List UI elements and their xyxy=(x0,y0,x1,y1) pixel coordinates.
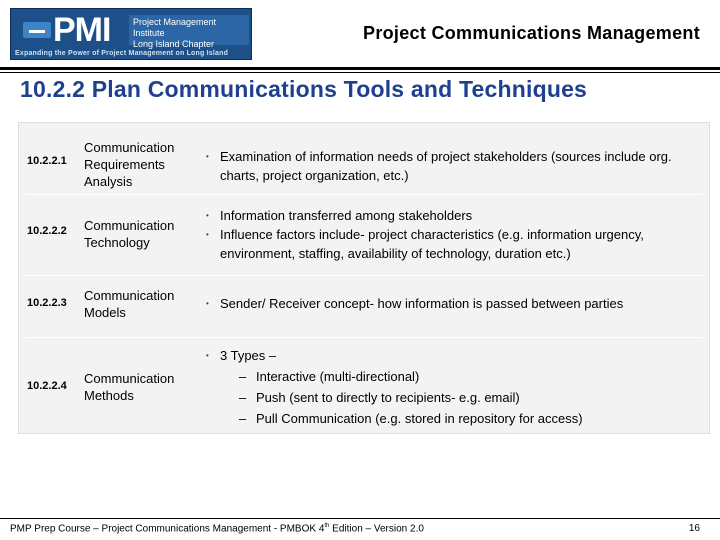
header-rule-thick xyxy=(0,67,720,70)
row-details xyxy=(205,345,703,429)
row-label: Communication Models xyxy=(84,288,175,320)
bullet-item: • Sender/ Receiver concept- how information is passed between parties xyxy=(205,294,703,313)
row-details xyxy=(205,206,703,263)
logo-tagline: Expanding the Power of Project Management on Long Island xyxy=(15,50,229,57)
row-label: Communication Technology xyxy=(84,218,175,250)
logo-mark-text: PMI xyxy=(53,11,111,49)
content-table xyxy=(18,122,710,434)
pmi-logo xyxy=(10,8,252,60)
pmi-logo-mark xyxy=(15,13,127,47)
bullet-item: • Information transferred among stakeholders xyxy=(205,206,703,225)
logo-text-box xyxy=(129,15,249,49)
footer-superscript: th xyxy=(324,523,330,529)
bullet-item: • Examination of information needs of project stakeholders (sources include org. charts, project organization, etc.) xyxy=(205,147,703,185)
sub-item: – Push (sent to directly to recipients- e.g. email) xyxy=(205,387,703,408)
logo-line-1: Project Management Institute xyxy=(133,17,217,38)
row-label: Communication Requirements Analysis xyxy=(84,140,175,189)
footer-text-end: Edition – Version 2.0 xyxy=(329,523,424,535)
row-details xyxy=(205,147,703,185)
row-number: 10.2.2.4 xyxy=(27,380,67,392)
row-label: Communication Methods xyxy=(84,371,175,403)
row-number: 10.2.2.1 xyxy=(27,155,67,167)
row-divider xyxy=(25,337,703,338)
row-number: 10.2.2.2 xyxy=(27,225,67,237)
row-details xyxy=(205,294,703,313)
row-divider xyxy=(25,194,703,195)
logo-line-2: Long Island Chapter xyxy=(133,39,215,49)
footer-rule xyxy=(0,518,720,519)
slide-title: 10.2.2 Plan Communications Tools and Techniques xyxy=(20,76,588,102)
row-number: 10.2.2.3 xyxy=(27,297,67,309)
sub-item: – Interactive (multi-directional) xyxy=(205,366,703,387)
header-title: Project Communications Management xyxy=(363,23,700,43)
bullet-item: • 3 Types – xyxy=(205,345,703,366)
header-rule-thin xyxy=(0,72,720,73)
bullet-item: • Influence factors include- project characteristics (e.g. information urgency, environment, staffing, availability of technology, duration etc.) xyxy=(205,225,703,263)
footer-text-main: PMP Prep Course – Project Communications Management - PMBOK 4 xyxy=(10,523,325,535)
footer-text xyxy=(10,523,424,534)
sub-item: – Pull Communication (e.g. stored in repository for access) xyxy=(205,408,703,429)
page-number: 16 xyxy=(688,523,700,534)
boat-icon xyxy=(23,22,51,38)
row-divider xyxy=(25,275,703,276)
